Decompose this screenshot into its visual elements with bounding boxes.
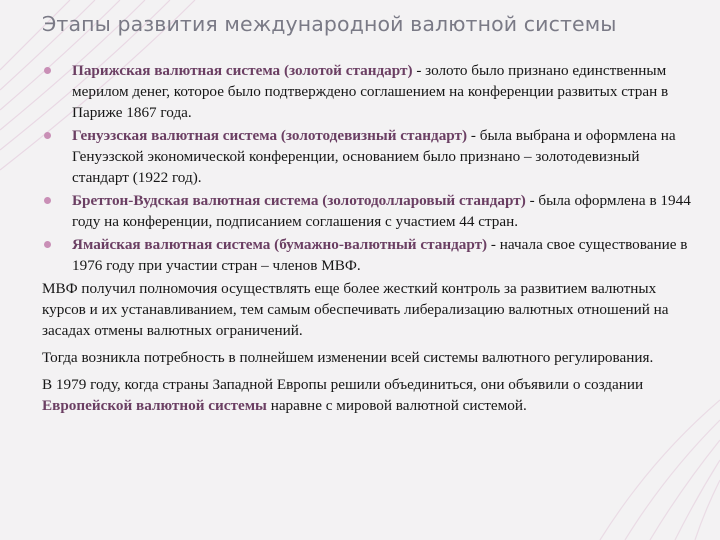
paragraph-ems [42, 374, 692, 416]
bullet-highlight: Генуэзская валютная система (золотодевизный стандарт) [72, 127, 468, 144]
bullet-dot-icon [44, 197, 51, 204]
bullet-text: - была выбрана и оформлена на Генуэзской экономической конференции, основанием было признано – золотодевизный стандарт (1922 год). [72, 127, 676, 186]
paragraph-text-before: В 1979 году, когда страны Западной Европы решили объединиться, они объявили о создании [42, 376, 644, 393]
bullet-text: - начала свое существование в 1976 году при участии стран – членов МВФ. [72, 236, 688, 274]
slide-content [42, 60, 692, 422]
bullet-highlight: Ямайская валютная система (бумажно-валютный стандарт) [72, 236, 488, 253]
paragraph-imf: МВФ получил полномочия осуществлять еще более жесткий контроль за развитием валютных курсов и их устанавливанием, тем самым обеспечивать либерализацию валютных отношений на засадах отмены валютных ограничений. [42, 280, 669, 339]
bullet-text: - золото было признано единственным мерилом денег, которое было подтверждено соглашением на конференции развитых стран в Париже 1867 года. [72, 62, 669, 121]
bullet-dot-icon [44, 67, 51, 74]
paragraph-text-after: наравне с мировой валютной системой. [266, 397, 527, 414]
bullet-text: - была оформлена в 1944 году на конференции, подписанием соглашения с участием 44 стран. [72, 192, 691, 230]
bullet-item-genoa [42, 125, 692, 188]
bullet-highlight: Парижская валютная система (золотой стандарт) [72, 62, 413, 79]
bullet-item-jamaica [42, 234, 692, 276]
paragraph-need: Тогда возникла потребность в полнейшем изменении всей системы валютного регулирования. [42, 349, 654, 366]
bullet-dot-icon [44, 241, 51, 248]
bullet-highlight: Бреттон-Вудская валютная система (золотодолларовый стандарт) [72, 192, 526, 209]
bullet-dot-icon [44, 132, 51, 139]
paragraph-highlight: Европейской валютной системы [42, 397, 267, 414]
slide-title: Этапы развития международной валютной системы [42, 12, 617, 36]
bullet-item-bretton-woods [42, 190, 692, 232]
bullet-item-paris [42, 60, 692, 123]
